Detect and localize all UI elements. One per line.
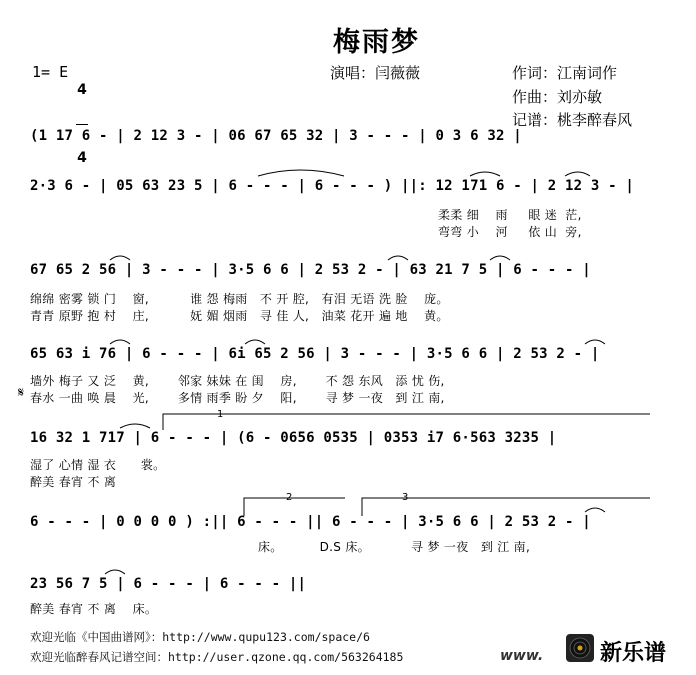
volta-3-label: 3 bbox=[402, 492, 409, 503]
slur-12 bbox=[105, 570, 125, 574]
lyric-line-7a: 醉美 春宵 不 离 床。 bbox=[30, 602, 158, 616]
score-line-7: 23 56 7 5 | 6 - - - | 6 - - - || bbox=[30, 576, 307, 592]
score-line-1: (1 17 6 - | 2 12 3 - | 06 67 65 32 | 3 - - - | 0 3 6 32 | bbox=[30, 128, 522, 144]
composer-credit: 作曲：刘亦敏 bbox=[512, 88, 603, 106]
slur-4 bbox=[110, 256, 130, 260]
slur-8 bbox=[245, 340, 265, 344]
key-signature: 1= E bbox=[32, 63, 69, 81]
lyric-line-3b: 青青 原野 抱 村 庄, 妩 媚 烟雨 寻 佳 人, 油菜 花开 遍 地 黄。 bbox=[30, 309, 449, 323]
song-title: 梅雨梦 bbox=[333, 27, 420, 58]
lyric-line-4b: 春水 一曲 唤 晨 光, 多情 雨季 盼 夕 阳, 寻 梦 一夜 到 江 南, bbox=[30, 391, 445, 405]
lyric-line-5a: 湿了 心情 湿 衣 裳。 bbox=[30, 458, 166, 472]
lyric-line-3a: 绵绵 密雾 锁 门 窗, 谁 怨 梅雨 不 开 腔, 有泪 无语 洗 脸 庞。 bbox=[30, 292, 449, 306]
score-line-5: 16 32 1 717 | 6 - - - | (6 - 0656 0535 | 0353 i7 6·563 3235 | bbox=[30, 430, 557, 446]
lyricist-credit: 作词：江南词作 bbox=[512, 64, 618, 82]
singer-credit: 演唱：闫薇薇 bbox=[330, 64, 421, 82]
lyric-line-4a: 墙外 梅子 又 泛 黄, 邻家 妹妹 在 闺 房, 不 怨 东风 添 忧 伤, bbox=[30, 374, 445, 388]
score-line-6: 6 - - - | 0 0 0 0 ) :|| 6 - - - || 6 - - - | 3·5 6 6 | 2 53 2 - | bbox=[30, 514, 591, 530]
slur-6 bbox=[490, 256, 510, 260]
volta-2-label: 2 bbox=[286, 492, 293, 503]
slur-7 bbox=[110, 340, 130, 344]
transcriber-credit: 记谱：桃李醉春风 bbox=[512, 111, 633, 129]
slur-3 bbox=[565, 172, 590, 176]
brand-logo-text: 新乐谱 bbox=[600, 641, 667, 666]
lyric-line-2b: 弯弯 小 河 依 山 旁, bbox=[438, 225, 582, 239]
watermark-text: www. bbox=[500, 648, 544, 664]
slur-5 bbox=[388, 256, 408, 260]
slur-10 bbox=[120, 424, 150, 428]
vinyl-logo-icon bbox=[566, 634, 594, 662]
score-line-2: 2·3 6 - | 05 63 23 5 | 6 - - - | 6 - - - ) ||: 12 171 6 - | 2 12 3 - | bbox=[30, 178, 635, 194]
volta-3-bracket bbox=[362, 498, 650, 516]
lyric-line-2a: 柔柔 细 雨 眼 迷 茫, bbox=[438, 208, 582, 222]
score-line-4: 65 63 i 76 | 6 - - - | 6i 65 2 56 | 3 - - - | 3·5 6 6 | 2 53 2 - | bbox=[30, 346, 600, 362]
lyric-line-6a: 床。 D.S 床。 寻 梦 一夜 到 江 南, bbox=[258, 540, 531, 554]
footer-link-1: 欢迎光临《中国曲谱网》：http://www.qupu123.com/space/6 bbox=[30, 630, 370, 644]
lyric-line-5b: 醉美 春宵 不 离 bbox=[30, 475, 117, 489]
footer-link-2: 欢迎光临醉春风记谱空间：http://user.qzone.qq.com/563264185 bbox=[30, 650, 404, 664]
volta-1-label: 1 bbox=[217, 409, 224, 420]
volta-2-bracket bbox=[244, 498, 345, 516]
volta-1-bracket bbox=[163, 414, 650, 430]
score-line-3: 67 65 2 56 | 3 - - - | 3·5 6 6 | 2 53 2 - | 63 21 7 5 | 6 - - - | bbox=[30, 262, 591, 278]
slur-11 bbox=[585, 508, 605, 512]
time-signature-bottom: 4 bbox=[77, 150, 87, 166]
slur-9 bbox=[585, 340, 605, 344]
slur-1 bbox=[258, 170, 344, 176]
time-signature-top: 4 bbox=[77, 82, 87, 98]
segno-sign: 𝄋 bbox=[18, 385, 25, 401]
vinyl-icon bbox=[566, 634, 594, 662]
slur-2 bbox=[470, 172, 500, 176]
